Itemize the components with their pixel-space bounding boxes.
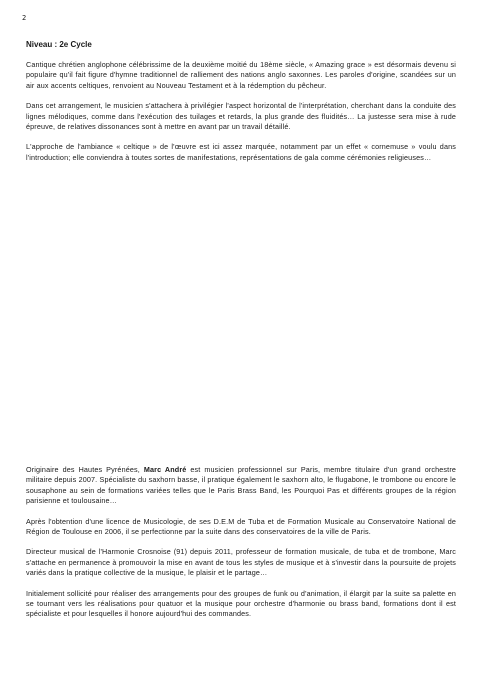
biography-paragraph: Après l'obtention d'une licence de Musicologie, de ses D.E.M de Tuba et de Formation Musicale au Conservatoire National de Région de Toulouse en 2006, il se perfectionne par la suite dans des conservatoires de la ville de Paris. [26,516,456,537]
biography-paragraph: Directeur musical de l'Harmonie Crosnoise (91) depuis 2011, professeur de formation musicale, de tuba et de trombone, Marc s'attache en permanence à promouvoir la mise en avant de tous les styles de musique et à s'investir dans la poursuite de projets variés dans la pratique collective de la musique, le plaisir et le partage… [26,547,456,578]
biography-intro-after: est musicien professionnel sur Paris, membre titulaire d'un grand orchestre militaire depuis 2007. Spécialiste du saxhorn basse, il pratique également le saxhorn alto, le flugabone, le trombone ou encore le sousaphone au sein de formations variées telles que le Paris Brass Band, les Pourquoi Pas et différents groupes de la région parisienne et toulousaine… [26,465,457,506]
piece-description [26,60,456,173]
description-paragraph: L'approche de l'ambiance « celtique » de l'œuvre est ici assez marquée, notamment par un effet « cornemuse » voulu dans l'introduction; elle conviendra à toutes sortes de manifestations, représentations de gala comme cérémonies religieuses… [26,142,456,162]
biography-intro-before: Originaire des Hautes Pyrénées, [26,465,144,474]
page-number: 2 [22,14,27,22]
composer-biography [26,465,456,630]
biography-intro-paragraph [26,465,456,507]
description-paragraph: Dans cet arrangement, le musicien s'attachera à privilégier l'aspect horizontal de l'interprétation, cherchant dans la conduite des lignes mélodiques, comme dans l'exécution des tuilages et retards, la plus grande des fluidités… La justesse sera mise à rude épreuve, de relatives dissonances sont à mettre en avant par un travail détaillé. [26,101,456,132]
level-heading: Niveau : 2e Cycle [26,40,92,49]
description-paragraph: Cantique chrétien anglophone célébrissime de la deuxième moitié du 18ème siècle, « Amazing grace » est désormais devenu si populaire qu'il fait figure d'hymne traditionnel de ralliement des nations anglo saxonnes. Les paroles d'origine, scandées sur un air aux accents celtiques, renvoient au Nouveau Testament et à la rédemption du pêcheur. [26,60,456,90]
biography-paragraph: Initialement sollicité pour réaliser des arrangements pour des groupes de funk ou d'animation, il élargit par la suite sa palette en se tournant vers les réalisations pour quatuor et la musique pour orchestre d'harmonie ou brass band, formations dont il est spécialiste et pour lesquelles il honore aujourd'hui des commandes. [26,588,456,619]
composer-name: Marc André [143,465,187,474]
